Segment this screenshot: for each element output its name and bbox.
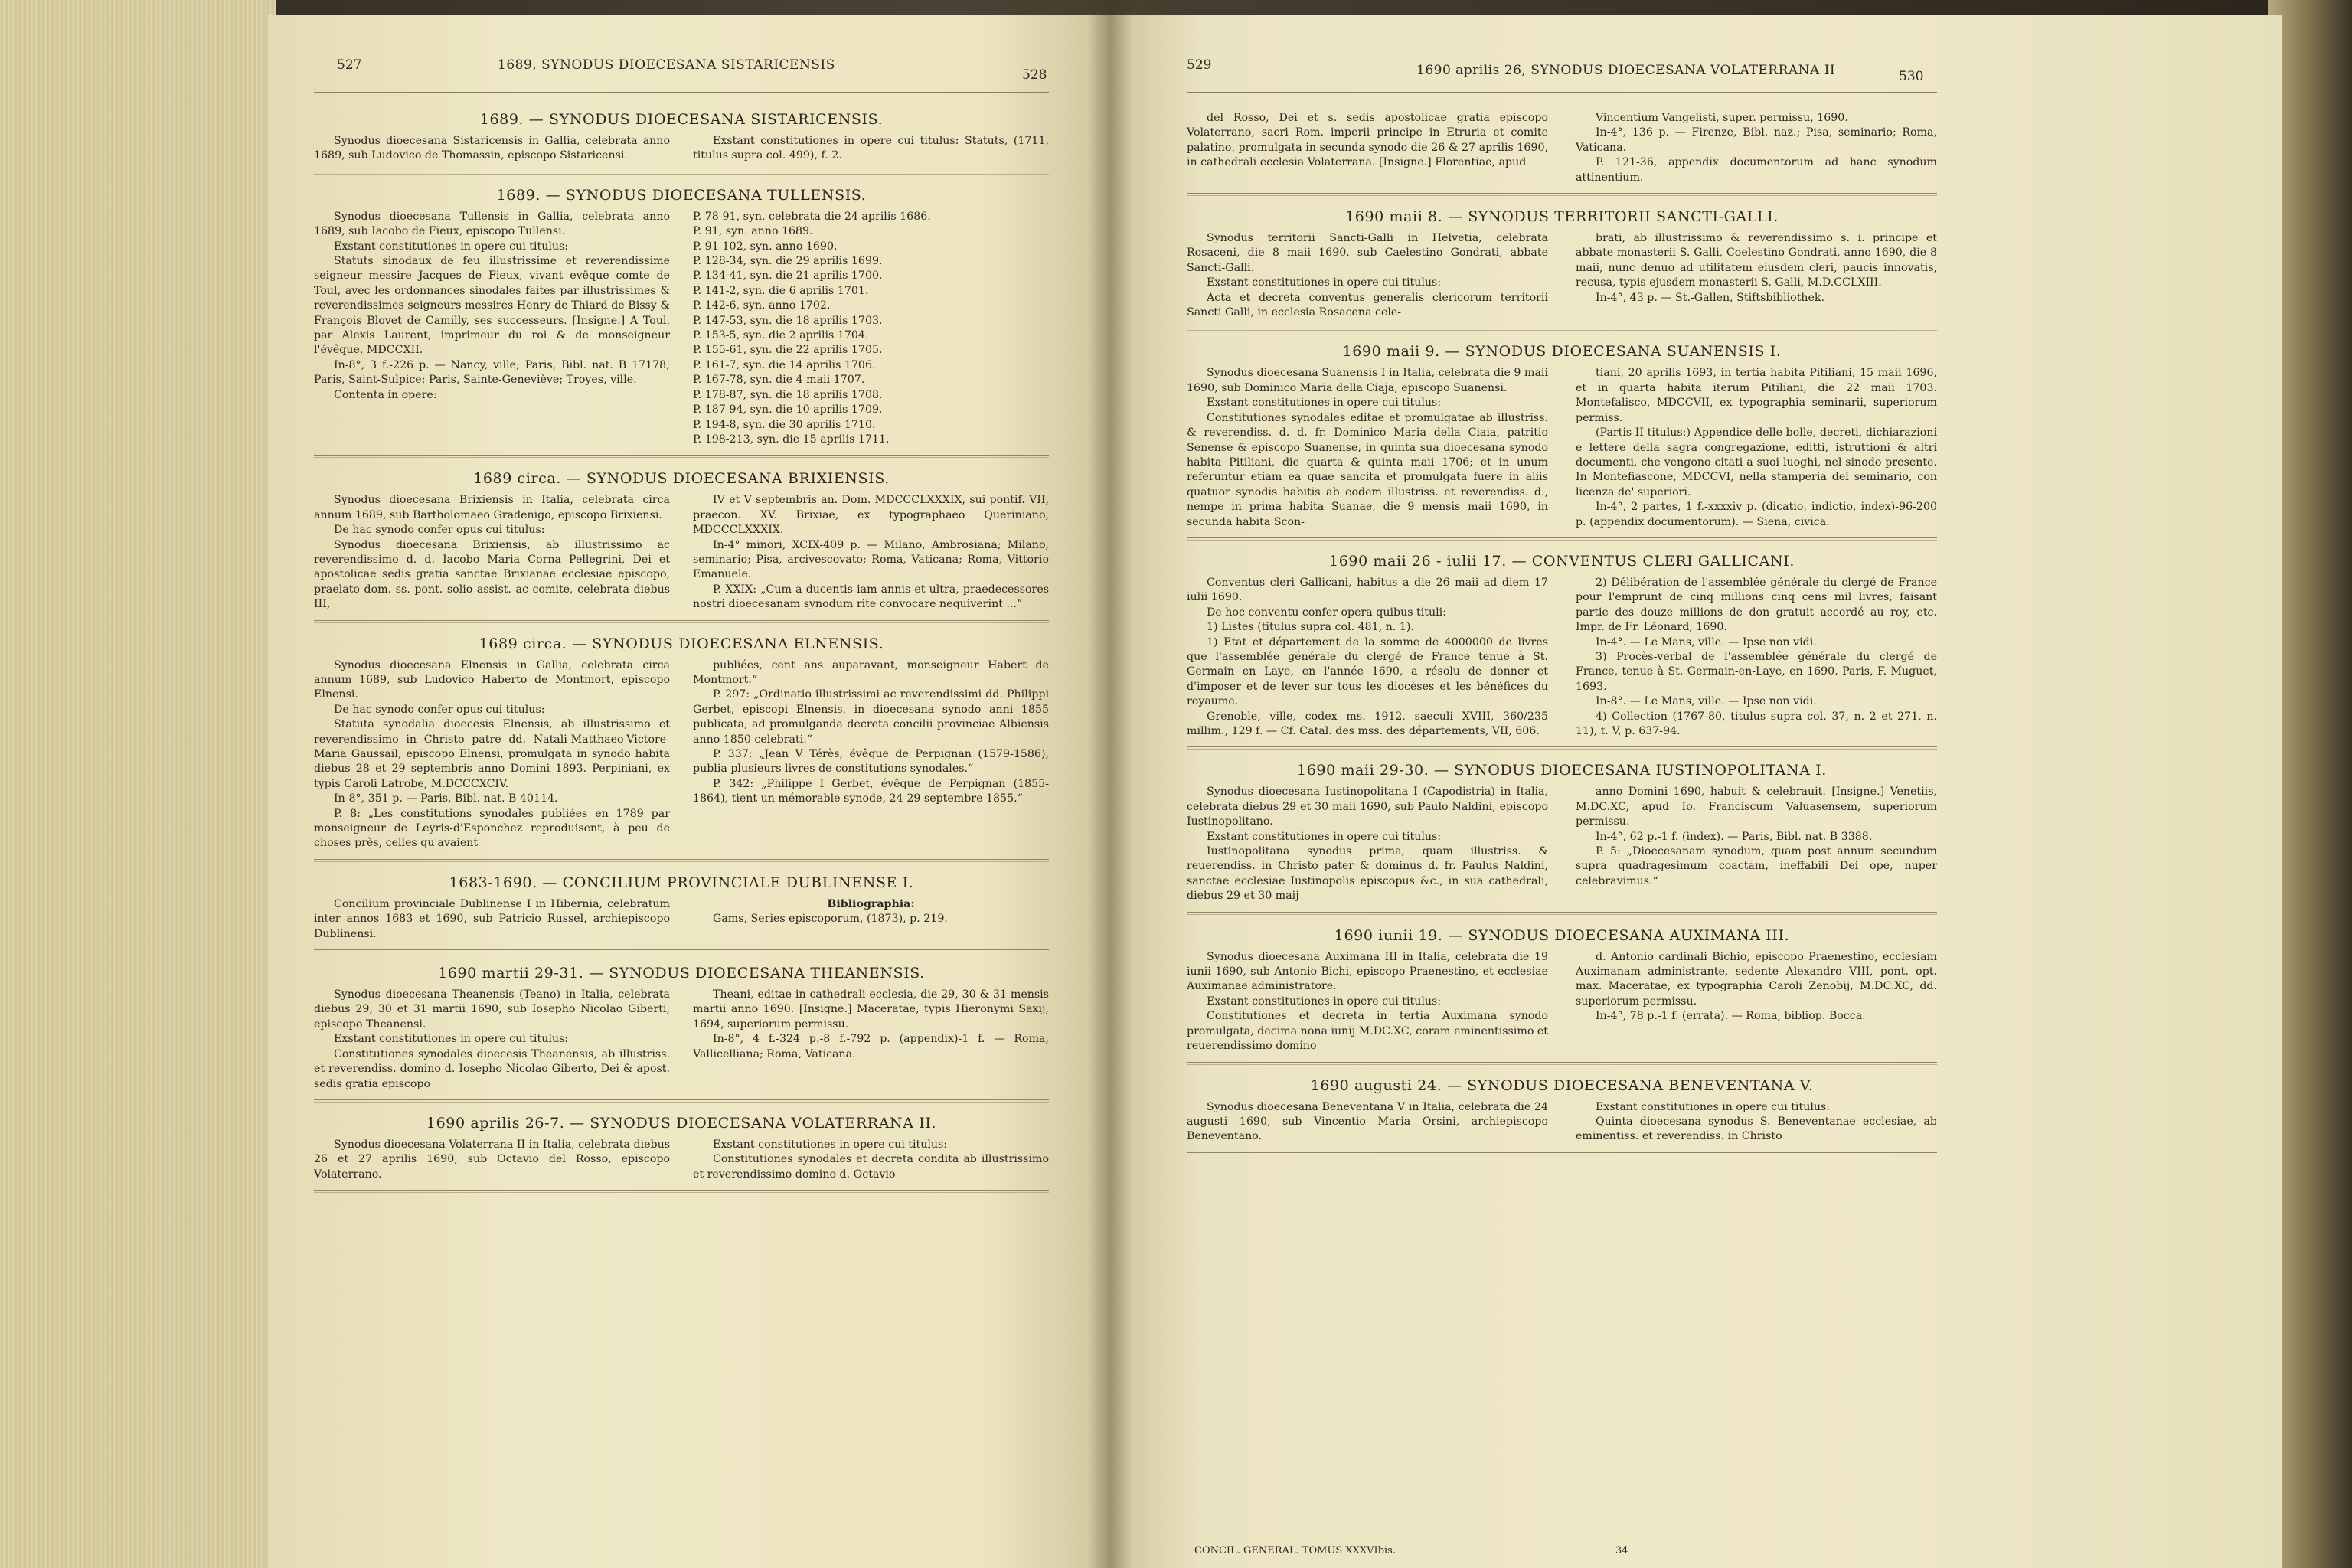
paragraph: Constitutiones synodales editae et promulgatae ab illustriss. & reverendiss. d. d. fr. Dominico Maria della Ciaia, patritio Senense & episcopo Suanense, in quinta sua dioecesana synodo habita Pitiliani, die quarta & quinta maii 1706; et in unum referuntur etiam ea quae sancita et promulgata fuere in aliis quatuor synodis habitis ab eodem illustriss. et reverendiss. d., nempe in prima habita Suanae, die 9 mensis maii 1690, in secunda habita Scon-: [1187, 411, 1548, 528]
text-column-left: [1187, 111, 1548, 185]
paragraph: Synodus dioecesana Volaterrana II in Italia, celebrata diebus 26 et 27 aprilis 1690, sub Octavio del Rosso, episcopo Volaterrano.: [314, 1138, 670, 1181]
left-page: [268, 15, 1110, 1568]
text-column-left: [1187, 231, 1548, 320]
paragraph: In-4°, 43 p. — St.-Gallen, Stiftsbibliothek.: [1596, 291, 1825, 304]
entry-separator: [314, 172, 1049, 175]
paragraph: 2) Délibération de l'assemblée générale du clergé de France pour l'emprunt de cinq millions cinq cens mil livres, faisant partie des douze millions de don gratuit accordé au roy, etc. Impr. de Fr. Léonard, 1690.: [1576, 576, 1937, 634]
entry-separator: [314, 1099, 1049, 1102]
paragraph: Exstant constitutiones in opere cui titulus:: [1207, 276, 1442, 289]
paragraph: Synodus dioecesana Beneventana V in Italia, celebrata die 24 augusti 1690, sub Vincentio Maria Orsini, archiepiscopo Beneventano.: [1187, 1100, 1548, 1143]
text-column-left: [314, 493, 670, 612]
paragraph: 1) Etat et département de la somme de 4000000 de livres que l'assemblée générale du clergé de France tenue à St. Germain en Laye, en l'année 1690, a résolu de donner et d'imposer et de lever sur tous les diocèses et les bénéfices du royaume.: [1187, 635, 1548, 708]
paragraph: P. 121-36, appendix documentorum ad hanc synodum attinentium.: [1576, 156, 1937, 184]
text-column-left: [314, 210, 670, 448]
paragraph: P. 342: „Philippe I Gerbet, évêque de Perpignan (1855-1864), tient un mémorable synode, 24-29 septembre 1855.“: [693, 777, 1049, 805]
entry: [314, 635, 1049, 862]
paragraph: De hoc conventu confer opera quibus tituli:: [1207, 606, 1446, 619]
text-column-right: [693, 658, 1049, 851]
entry: [314, 187, 1049, 459]
paragraph: Gams, Series episcoporum, (1873), p. 219.: [713, 913, 948, 926]
header-rule: [1187, 92, 1937, 93]
entry-separator: [314, 949, 1049, 952]
footer-signature: 34: [1615, 1545, 1628, 1557]
paragraph: In-8°, 351 p. — Paris, Bibl. nat. B 40114.: [334, 792, 558, 805]
entry-title: 1689. — SYNODUS DIOECESANA SISTARICENSIS.: [479, 111, 884, 128]
entry: [1187, 927, 1937, 1065]
paragraph: Acta et decreta conventus generalis clericorum territorii Sancti Galli, in ecclesia Rosacena cele-: [1187, 291, 1548, 319]
paragraph: Exstant constitutiones in opere cui titulus:: [334, 240, 569, 253]
entry: [1187, 762, 1937, 914]
paragraph: 3) Procès-verbal de l'assemblée générale du clergé de France, tenue à St. Germain-en-Laye, en 1690. Paris, F. Muguet, 1693.: [1576, 650, 1937, 693]
entry-title: 1689. — SYNODUS DIOECESANA TULLENSIS.: [496, 186, 867, 204]
paragraph: In-4°. — Le Mans, ville. — Ipse non vidi.: [1596, 635, 1817, 648]
entry-title: 1690 aprilis 26-7. — SYNODUS DIOECESANA VOLATERRANA II.: [426, 1114, 937, 1132]
paragraph: Synodus dioecesana Brixiensis in Italia, celebrata circa annum 1689, sub Bartholomaeo Gradenigo, episcopo Brixiensi.: [314, 494, 670, 521]
text-column-right: [1576, 950, 1937, 1054]
paragraph: De hac synodo confer opus cui titulus:: [334, 524, 545, 537]
paragraph: Synodus dioecesana Elnensis in Gallia, celebrata circa annum 1689, sub Ludovico Haberto de Montmort, episcopo Elnensi.: [314, 658, 670, 701]
entry: [314, 111, 1049, 175]
paragraph: In-8°. — Le Mans, ville. — Ipse non vidi.: [1596, 695, 1817, 708]
paragraph: Theani, editae in cathedrali ecclesia, die 29, 30 & 31 mensis martii anno 1690. [Insigne.] Maceratae, typis Hieronymi Saxij, 1694, superiorum permissu.: [693, 988, 1049, 1031]
paragraph: P. 297: „Ordinatio illustrissimi ac reverendissimi dd. Philippi Gerbet, episcopi Elnensis, in dioecesana synodo anni 1855 publicata, ad promulganda decreta concilii provinciae Albiensis anno 1850 celebrati.“: [693, 688, 1049, 746]
text-column-left: [1187, 950, 1548, 1054]
entry-title: 1690 maii 26 - iulii 17. — CONVENTUS CLERI GALLICANI.: [1329, 552, 1795, 570]
entry-title: 1683-1690. — CONCILIUM PROVINCIALE DUBLINENSE I.: [449, 874, 914, 891]
text-column-left: [314, 1138, 670, 1182]
paragraph: P. 78-91, syn. celebrata die 24 aprilis 1686. P. 91, syn. anno 1689. P. 91-102, syn. anno 1690. P. 128-34, syn. die 29 aprilis 1699. P. 134-41, syn. die 21 aprilis 1700. P. 141-2, syn. die 6 aprilis 1701. P. 142-6, syn. anno 1702. P. 147-53, syn. die 18 aprilis 1703. P. 153-5, syn. die 2 aprilis 1704. P. 155-61, syn. die 22 aprilis 1705. P. 161-7, syn. die 14 aprilis 1706. P. 167-78, syn. die 4 maii 1707. P. 178-87, syn. die 18 aprilis 1708. P. 187-94, syn. die 10 aprilis 1709. P. 194-8, syn. die 30 aprilis 1710. P. 198-213, syn. die 15 aprilis 1711.: [693, 210, 931, 446]
footer-volume: CONCIL. GENERAL. TOMUS XXXVIbis.: [1194, 1545, 1396, 1557]
text-column-right: [693, 988, 1049, 1092]
paragraph: Constitutiones et decreta in tertia Auximana synodo promulgata, decima nona iunij M.DC.XC, coram eminentissimo et reuerendissimo domino: [1187, 1010, 1548, 1053]
entry: [314, 965, 1049, 1102]
text-column-left: [314, 134, 670, 164]
paragraph: Synodus dioecesana Sistaricensis in Gallia, celebrata anno 1689, sub Ludovico de Thomassin, episcopo Sistaricensi.: [314, 135, 670, 162]
entry-separator: [1187, 328, 1937, 331]
entry-title: 1689 circa. — SYNODUS DIOECESANA ELNENSIS.: [479, 635, 884, 652]
entry: [1187, 208, 1937, 331]
paragraph: Quinta dioecesana synodus S. Beneventanae ecclesiae, ab eminentiss. et reverendiss. in Christo: [1576, 1115, 1937, 1143]
entry: [1187, 553, 1937, 750]
page-edges-left: [0, 0, 276, 1568]
paragraph: 1) Listes (titulus supra col. 481, n. 1).: [1207, 621, 1414, 634]
paragraph: P. XXIX: „Cum a ducentis iam annis et ultra, praedecessores nostri dioecesanam synodum rite convocare nequiverint ...“: [693, 583, 1049, 611]
entry: [314, 874, 1049, 952]
entry-separator: [1187, 537, 1937, 541]
entry-separator: [314, 1190, 1049, 1193]
paragraph: Synodus dioecesana Suanensis I in Italia, celebrata die 9 maii 1690, sub Dominico Maria della Ciaja, episcopo Suanensi.: [1187, 367, 1548, 394]
running-head-left: 1689, SYNODUS DIOECESANA SISTARICENSIS: [498, 57, 835, 73]
entry-separator: [1187, 1152, 1937, 1155]
entry-separator: [314, 455, 1049, 458]
right-page-content: [1187, 111, 1937, 1168]
paragraph: anno Domini 1690, habuit & celebrauit. [Insigne.] Venetiis, M.DC.XC, apud Io. Franciscum Valuasensem, superiorum permissu.: [1576, 786, 1937, 828]
paragraph: In-4°, 2 partes, 1 f.-xxxxiv p. (dicatio, indictio, index)-96-200 p. (appendix documentorum). — Siena, civica.: [1576, 501, 1937, 528]
entry-separator: [1187, 193, 1937, 196]
entry-title: 1690 maii 9. — SYNODUS DIOECESANA SUANENSIS I.: [1342, 343, 1782, 361]
paragraph: 4) Collection (1767-80, titulus supra col. 37, n. 2 et 271, n. 11), t. V, p. 637-94.: [1576, 710, 1937, 737]
text-column-left: [1187, 1100, 1548, 1145]
text-column-right: [1576, 1100, 1937, 1145]
paragraph: Exstant constitutiones in opere cui titulus: Statuts, (1711, titulus supra col. 499), f. 2.: [693, 135, 1049, 162]
left-page-content: [314, 111, 1049, 1205]
entry-separator: [1187, 1062, 1937, 1065]
entry: [1187, 343, 1937, 540]
paragraph: Exstant constitutiones in opere cui titulus:: [1596, 1100, 1831, 1113]
paragraph: Grenoble, ville, codex ms. 1912, saeculi XVIII, 360/235 millim., 129 f. — Cf. Catal. des mss. des départements, VII, 606.: [1187, 710, 1548, 737]
entry-separator: [314, 859, 1049, 862]
entry-title: 1690 augusti 24. — SYNODUS DIOECESANA BENEVENTANA V.: [1310, 1076, 1814, 1094]
text-column-left: [314, 658, 670, 851]
text-column-right: [1576, 366, 1937, 529]
text-column-right: [1576, 785, 1937, 903]
paragraph: (Partis II titulus:) Appendice delle bolle, decreti, dichiarazioni e lettere della sagra congregazione, editti, istruttioni & altri documenti, che vengono citati a suoi luoghi, nel sinodo presente. In Montefiascone, MDCCVI, nella stamperia del seminario, con licenza de' superiori.: [1576, 426, 1937, 498]
paragraph: P. 337: „Jean V Térès, évêque de Perpignan (1579-1586), publia plusieurs livres de constitutions synodales.“: [693, 748, 1049, 776]
page-number-527: 527: [337, 57, 362, 73]
text-column-right: [693, 493, 1049, 612]
paragraph: Bibliographia:: [827, 897, 915, 910]
paragraph: Conventus cleri Gallicani, habitus a die 26 maii ad diem 17 iulii 1690.: [1187, 576, 1548, 604]
entry-separator: [1187, 912, 1937, 915]
paragraph: Constitutiones synodales dioecesis Theanensis, ab illustriss. et reverendiss. domino d. Iosepho Nicolao Giberto, Dei & apost. sedis gratia episcopo: [314, 1047, 670, 1090]
text-column-left: [1187, 785, 1548, 903]
paragraph: Synodus dioecesana Iustinopolitana I (Capodistria) in Italia, celebrata diebus 29 et 30 maii 1690, sub Paulo Naldini, episcopo Iustinopolitano.: [1187, 786, 1548, 828]
text-column-right: [1576, 231, 1937, 320]
paragraph: Synodus dioecesana Auximana III in Italia, celebrata die 19 iunii 1690, sub Antonio Bichi, episcopo Praenestino, et ecclesiae Auximanae administratore.: [1187, 950, 1548, 993]
header-rule: [314, 92, 1049, 93]
entry-separator: [314, 620, 1049, 623]
right-page: [1110, 15, 2282, 1568]
text-column-left: [1187, 366, 1548, 529]
paragraph: Synodus dioecesana Tullensis in Gallia, celebrata anno 1689, sub Iacobo de Fieux, episcopo Tullensi.: [314, 210, 670, 238]
paragraph: P. 8: „Les constitutions synodales publiées en 1789 par monseigneur de Leyris-d'Esponchez reproduisent, à peu de choses près, celles qu'avaient: [314, 807, 670, 850]
text-column-right: [693, 210, 1049, 448]
text-column-left: [1187, 576, 1548, 739]
paragraph: Vincentium Vangelisti, super. permissu, 1690.: [1596, 112, 1848, 124]
paragraph: In-4° minori, XCIX-409 p. — Milano, Ambrosiana; Milano, seminario; Pisa, arcivescovato; Roma, Vaticana; Roma, Vittorio Emanuele.: [693, 538, 1049, 581]
paragraph: Constitutiones synodales et decreta condita ab illustrissimo et reverendissimo domino d. Octavio: [693, 1153, 1049, 1181]
paragraph: del Rosso, Dei et s. sedis apostolicae gratia episcopo Volaterrano, sacri Rom. imperii principe in Etruria et comite palatino, promulgata in secunda synodo die 26 & 27 aprilis 1690, in cathedrali ecclesia Volaterrana. [Insigne.] Florentiae, apud: [1187, 112, 1548, 169]
paragraph: Exstant constitutiones in opere cui titulus:: [1207, 830, 1442, 843]
text-column-right: [1576, 111, 1937, 185]
paragraph: IV et V septembris an. Dom. MDCCCLXXXIX, sui pontif. VII, praecon. XV. Brixiae, ex typographaeo Queriniano, MDCCCLXXXIX.: [693, 494, 1049, 537]
paragraph: Exstant constitutiones in opere cui titulus:: [334, 1033, 569, 1046]
paragraph: Statuts sinodaux de feu illustrissime et reverendissime seigneur messire Jacques de Fieux, vivant evêque comte de Toul, avec les ordonnances sinodales faites par illustrissimes & reverendissimes seigneurs messires Henry de Thiard de Bissy & François Blovet de Camilly, ses successeurs. [Insigne.] A Toul, par Alexis Laurent, imprimeur du roi & de monseigneur l'évêque, MDCCXII.: [314, 255, 670, 357]
paragraph: In-8°, 4 f.-324 p.-8 f.-792 p. (appendix)-1 f. — Roma, Vallicelliana; Roma, Vaticana.: [693, 1033, 1049, 1060]
paragraph: Synodus territorii Sancti-Galli in Helvetia, celebrata Rosaceni, die 8 maii 1690, sub Caelestino Gondrati, abbate Sancti-Galli.: [1187, 232, 1548, 274]
entry: [1187, 111, 1937, 196]
paragraph: Concilium provinciale Dublinense I in Hibernia, celebratum inter annos 1683 et 1690, sub Patricio Russel, archiepiscopo Dublinensi.: [314, 897, 670, 940]
text-column-right: [1576, 576, 1937, 739]
entry: [314, 1115, 1049, 1193]
entry-title: 1690 iunii 19. — SYNODUS DIOECESANA AUXIMANA III.: [1334, 926, 1790, 944]
paragraph: publiées, cent ans auparavant, monseigneur Habert de Montmort.“: [693, 658, 1049, 686]
paragraph: Synodus dioecesana Brixiensis, ab illustrissimo ac reverendissimo d. d. Iacobo Maria Corna Pellegrini, Dei et apostolicae sedis gratia sanctae Brixianae ecclesiae episcopo, praelato dom. ss. pont. solio assist. ac comite, celebrata diebus III,: [314, 538, 670, 611]
page-number-530: 530: [1899, 69, 1924, 84]
paragraph: Synodus dioecesana Theanensis (Teano) in Italia, celebrata diebus 29, 30 et 31 martii 1690, sub Iosepho Nicolao Giberti, episcopo Theanensi.: [314, 988, 670, 1031]
paragraph: P. 5: „Dioecesanam synodum, quam post annum secundum supra quadragesimum coactam, ineffabili Dei ope, nuper celebravimus.“: [1576, 845, 1937, 887]
text-column-left: [314, 897, 670, 942]
running-head-right: 1690 aprilis 26, SYNODUS DIOECESANA VOLATERRANA II: [1416, 63, 1836, 78]
paragraph: d. Antonio cardinali Bichio, episcopo Praenestino, ecclesiam Auximanam administrante, sedente Alexandro VIII, pont. opt. max. Maceratae, ex typographia Caroli Zenobij, M.DC.XC, dd. superiorum permissu.: [1576, 950, 1937, 1008]
paragraph: Exstant constitutiones in opere cui titulus:: [1207, 397, 1442, 410]
text-column-left: [314, 988, 670, 1092]
page-number-528: 528: [1022, 67, 1047, 83]
paragraph: De hac synodo confer opus cui titulus:: [334, 703, 545, 716]
entry: [314, 470, 1049, 622]
paragraph: Exstant constitutiones in opere cui titulus:: [713, 1138, 948, 1151]
paragraph: Statuta synodalia dioecesis Elnensis, ab illustrissimo et reverendissimo in Christo patre dd. Natali-Matthaeo-Victore-Maria Gaussail, episcopo Elnensi, promulgata in synodo habita diebus 28 et 29 septembris anno Domini 1893. Perpiniani, ex typis Caroli Latrobe, M.DCCCXCIV.: [314, 718, 670, 790]
paragraph: Iustinopolitana synodus prima, quam illustriss. & reuerendiss. in Christo pater & dominus d. fr. Paulus Naldini, sanctae ecclesiae Iustinopolis episcopus &c., in sua cathedrali, diebus 29 et 30 maij: [1187, 845, 1548, 903]
paragraph: tiani, 20 aprilis 1693, in tertia habita Pitiliani, 15 maii 1696, et in quarta habita iterum Pitiliani, die 22 maii 1703. Montefalisco, MDCCVII, ex typographia seminarii, superiorum permiss.: [1576, 367, 1937, 424]
text-column-right: [693, 897, 1049, 942]
text-column-right: [693, 134, 1049, 164]
paragraph: Contenta in opere:: [334, 388, 437, 401]
paragraph: In-8°, 3 f.-226 p. — Nancy, ville; Paris, Bibl. nat. B 17178; Paris, Saint-Sulpice; Paris, Sainte-Geneviève; Troyes, ville.: [314, 358, 670, 387]
entry: [1187, 1077, 1937, 1155]
text-column-right: [693, 1138, 1049, 1182]
entry-title: 1689 circa. — SYNODUS DIOECESANA BRIXIENSIS.: [473, 470, 890, 488]
entry-title: 1690 maii 29-30. — SYNODUS DIOECESANA IUSTINOPOLITANA I.: [1297, 762, 1827, 779]
paragraph: In-4°, 78 p.-1 f. (errata). — Roma, bibliop. Bocca.: [1596, 1010, 1866, 1023]
paragraph: brati, ab illustrissimo & reverendissimo s. i. principe et abbate monasterii S. Galli, Coelestino Gondrati, anno 1690, die 8 maii, nunc denuo ad utilitatem eiusdem cleri, paucis innovatis, recusa, typis ejusdem monasterii S. Galli, M.D.CCLXIII.: [1576, 232, 1937, 289]
entry-separator: [1187, 746, 1937, 750]
paragraph: In-4°, 62 p.-1 f. (index). — Paris, Bibl. nat. B 3388.: [1596, 830, 1873, 843]
entry-title: 1690 maii 8. — SYNODUS TERRITORII SANCTI-GALLI.: [1345, 208, 1779, 226]
page-number-529: 529: [1187, 57, 1212, 73]
paragraph: Exstant constitutiones in opere cui titulus:: [1207, 995, 1442, 1008]
entry-title: 1690 martii 29-31. — SYNODUS DIOECESANA THEANENSIS.: [438, 965, 925, 982]
paragraph: In-4°, 136 p. — Firenze, Bibl. naz.; Pisa, seminario; Roma, Vaticana.: [1576, 126, 1937, 154]
